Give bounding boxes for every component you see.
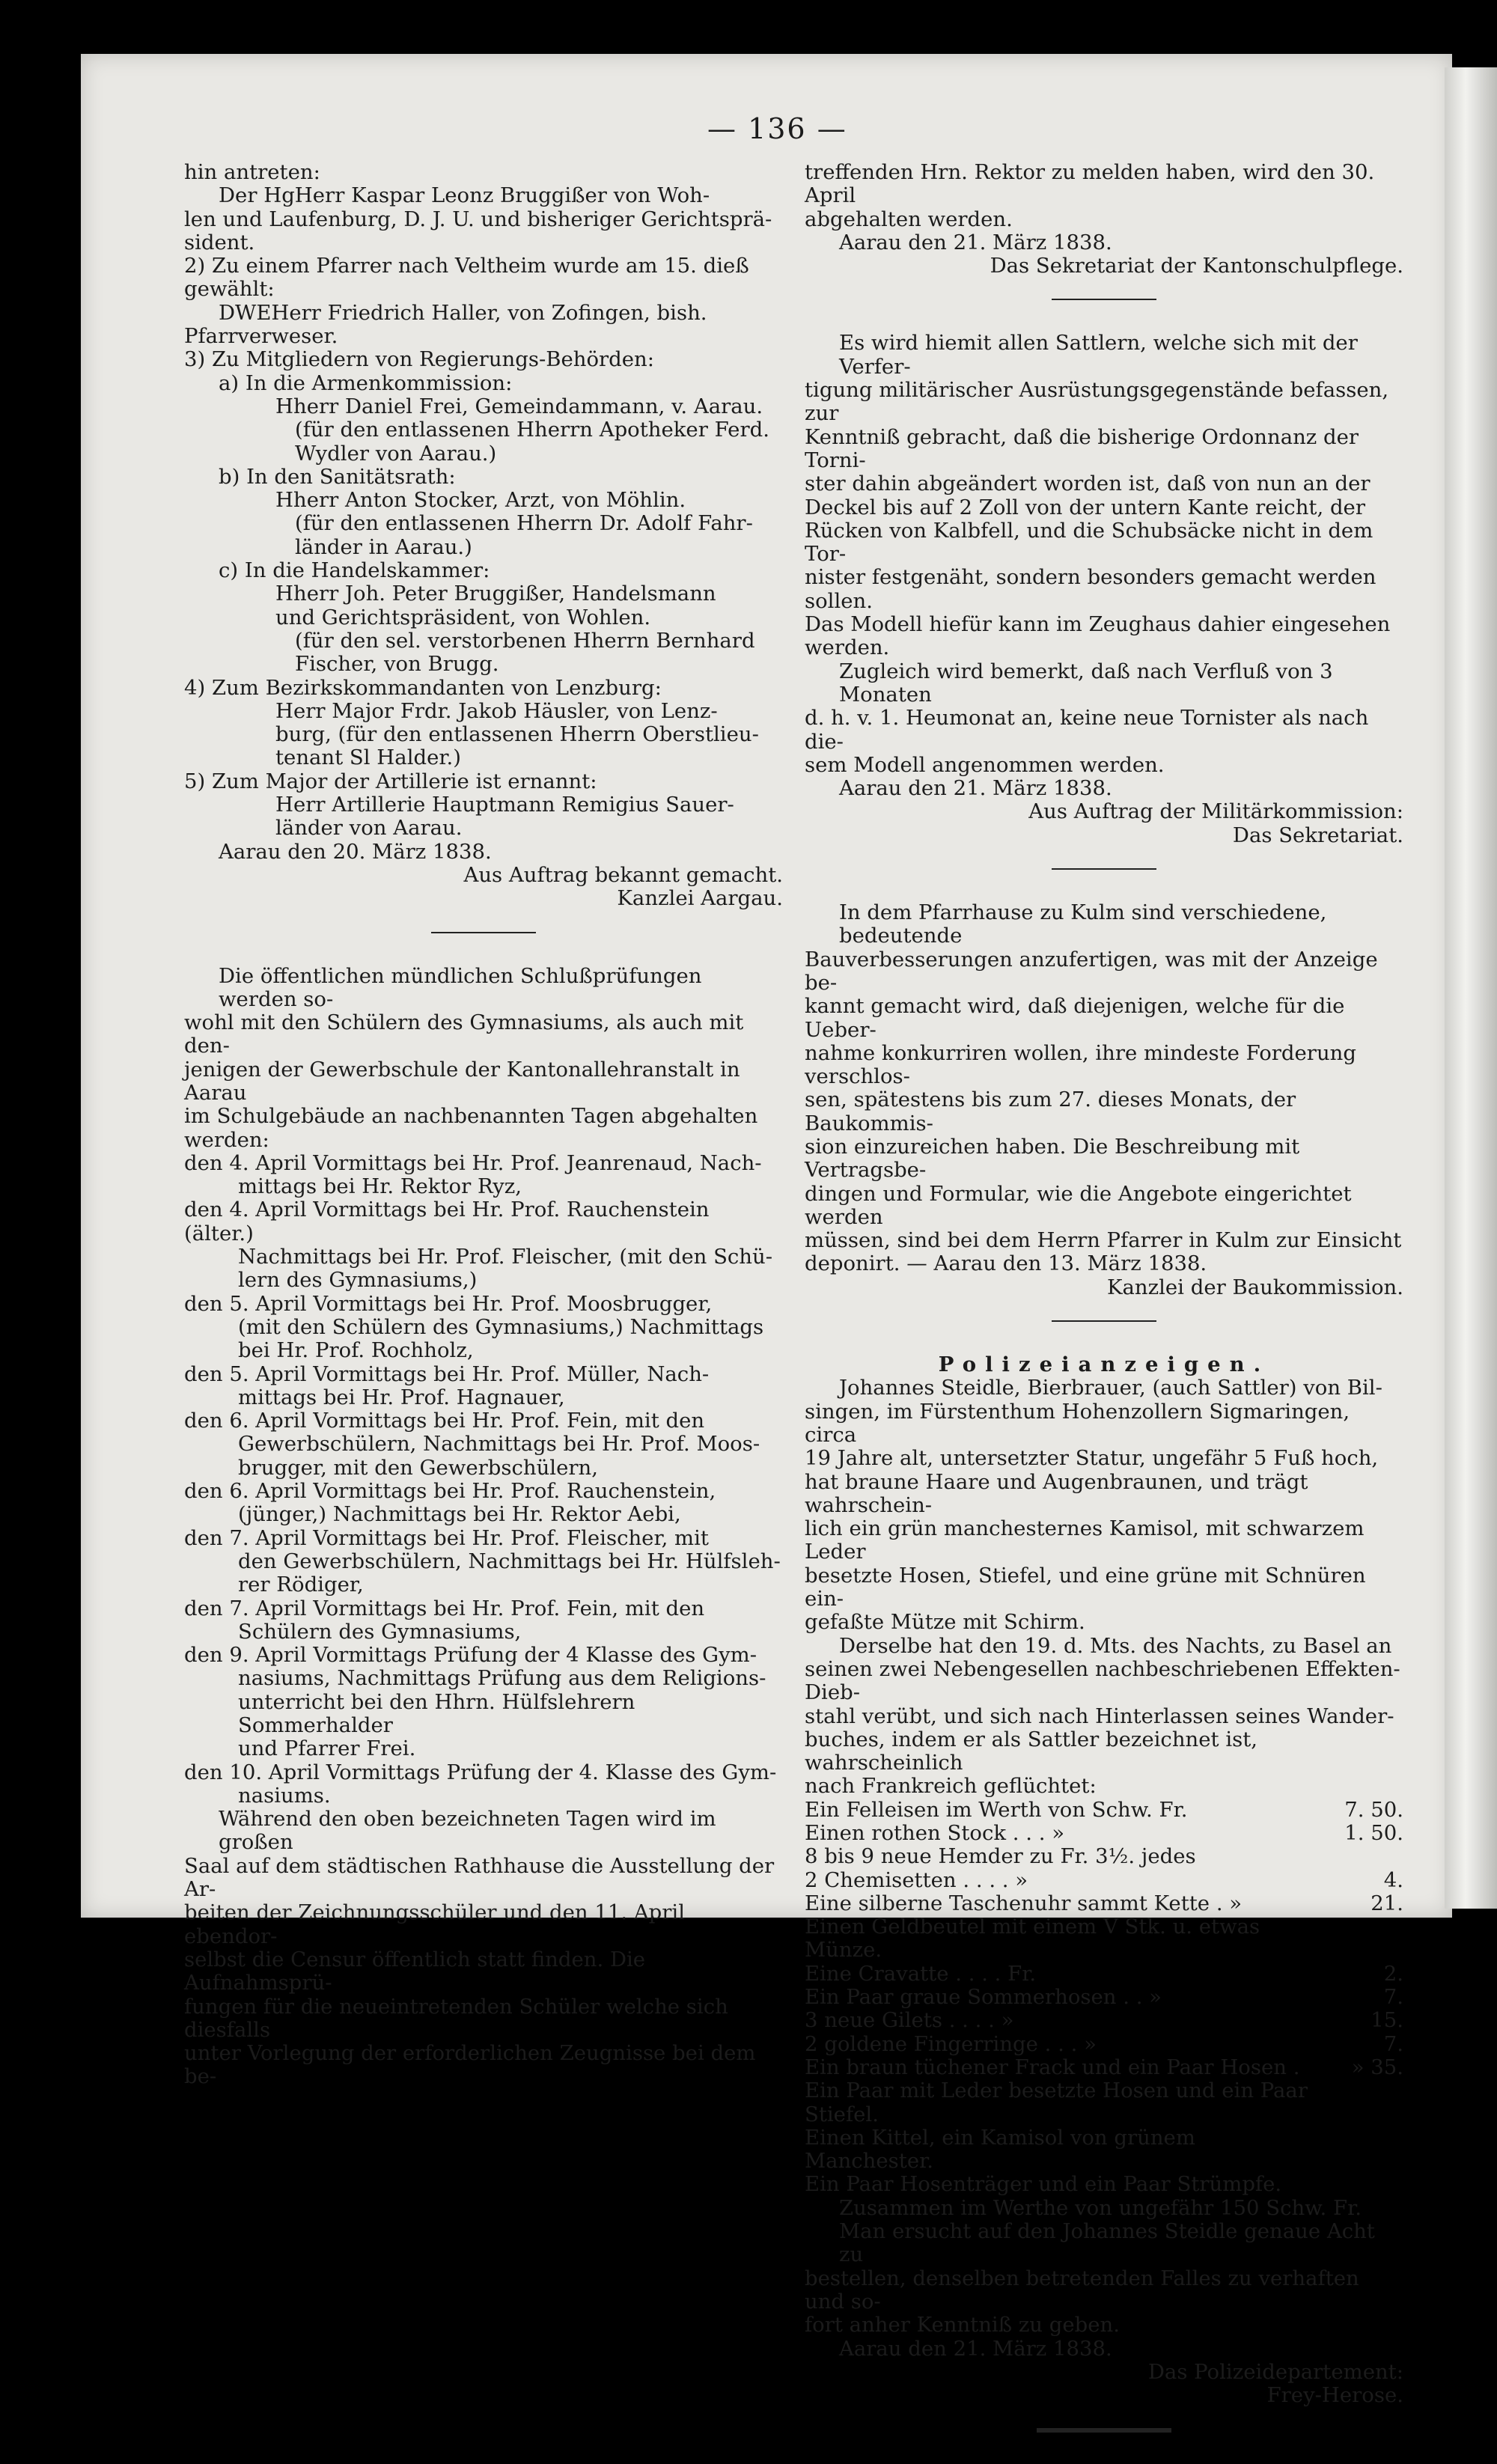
text-line: jenigen der Gewerbschule der Kantonallehranstalt in Aarau [184, 1057, 740, 1105]
text-line: nasiums, Nachmittags Prüfung aus dem Religions- [238, 1666, 766, 1691]
spacer [805, 847, 1403, 864]
text-line: 2) Zu einem Pfarrer nach Veltheim wurde am 15. dieß [184, 254, 749, 278]
item-value: 15. [1371, 2008, 1403, 2033]
text-line: tigung militärischer Ausrüstungsgegenstände befassen, zur [805, 378, 1389, 426]
item-value: 21. [1371, 1891, 1403, 1915]
list-item [805, 1892, 1403, 1915]
text-line: Gewerbschülern, Nachmittags bei Hr. Prof. Moos- [238, 1432, 760, 1457]
item-value: 2. [1383, 1961, 1403, 1986]
text-line: b) In den Sanitätsrath: [219, 464, 456, 489]
spacer [805, 278, 1403, 294]
left-column [184, 161, 783, 2089]
list-item [805, 1915, 1403, 1963]
item-label: Ein Felleisen im Werth von Schw. Fr. [805, 1797, 1188, 1822]
item-value: 7. 50. [1344, 1797, 1403, 1822]
text-line: selbst die Censur öffentlich statt finden. Die Aufnahmsprü- [184, 1947, 646, 1995]
text-line: Die öffentlichen mündlichen Schlußprüfungen werden so- [219, 963, 702, 1011]
text-line: lern des Gymnasiums,) [238, 1268, 478, 1293]
text-line: im Schulgebäude an nachbenannten Tagen abgehalten werden: [184, 1104, 758, 1152]
text-line: hat braune Haare und Augenbraunen, und trägt wahrschein- [805, 1469, 1308, 1517]
text-line: ster dahin abgeändert worden ist, daß von nun an der [805, 472, 1371, 496]
spacer [184, 938, 783, 965]
text-line: Aarau den 20. März 1838. [219, 839, 492, 864]
spacer [805, 1326, 1403, 1353]
text-line: nach Frankreich geflüchtet: [805, 1774, 1097, 1799]
item-label: Eine Cravatte . . . . Fr. [805, 1961, 1037, 1986]
text-line: Aarau den 21. März 1838. [839, 776, 1112, 801]
text-line: Aus Auftrag bekannt gemacht. [463, 862, 783, 887]
text-line: len und Laufenburg, D. J. U. und bisheriger Gerichtsprä- [184, 207, 772, 231]
text-line: bestellen, denselben betretenden Falles zu verhaften und so- [805, 2266, 1359, 2314]
text-line: sem Modell angenommen werden. [805, 752, 1165, 777]
text-line: fort anher Kenntniß zu geben. [805, 2313, 1120, 2338]
text-line: Der HgHerr Kaspar Leonz Bruggißer von Woh- [219, 183, 710, 208]
item-value [1321, 2079, 1403, 2126]
text-line: gefaßte Mütze mit Schirm. [805, 1610, 1085, 1635]
spacer [805, 2437, 1403, 2464]
list-item [805, 2009, 1403, 2032]
text-line: dingen und Formular, wie die Angebote eingerichtet werden [805, 1181, 1352, 1229]
text-line: 4) Zum Bezirkskommandanten von Lenzburg: [184, 675, 662, 700]
right-column-top [805, 161, 1403, 1799]
text-line: (jünger,) Nachmittags bei Hr. Rektor Aebi, [238, 1502, 681, 1527]
text-line: (für den entlassenen Hherrn Apotheker Ferd. [295, 418, 769, 442]
text-line: Während den oben bezeichneten Tagen wird im großen [219, 1807, 716, 1855]
list-item [805, 2056, 1403, 2079]
text-line: deponirt. — Aarau den 13. März 1838. [805, 1251, 1207, 1276]
text-line: den Gewerbschülern, Nachmittags bei Hr. Hülfsleh- [238, 1549, 781, 1573]
text-line: unter Vorlegung der erforderlichen Zeugnisse bei dem be- [184, 2041, 756, 2089]
item-label: 8 bis 9 neue Hemder zu Fr. 3½. jedes [805, 1844, 1196, 1869]
text-line: Fischer, von Brugg. [295, 652, 499, 677]
item-label: Ein Paar mit Leder besetzte Hosen und ein Paar Stiefel. [805, 2079, 1308, 2126]
item-label: 2 goldene Fingerringe . . . » [805, 2031, 1097, 2056]
text-line: Zugleich wird bemerkt, daß nach Verfluß von 3 Monaten [839, 659, 1333, 707]
text-line: Kanzlei Aargau. [617, 886, 783, 911]
spacer [805, 2407, 1403, 2424]
text-line: den 10. April Vormittags Prüfung der 4. Klasse des Gym- [184, 1760, 777, 1784]
text-line: den 6. April Vormittags bei Hr. Prof. Rauchenstein, [184, 1479, 716, 1504]
item-value: » 35. [1351, 2055, 1403, 2079]
text-line: nister festgenäht, sondern besonders gemacht werden sollen. [805, 565, 1376, 613]
text-line: stahl verübt, und sich nach Hinterlassen seines Wander- [805, 1704, 1394, 1728]
text-line: den 7. April Vormittags bei Hr. Prof. Fein, mit den [184, 1596, 705, 1620]
text-line: sen, spätestens bis zum 27. dieses Monats, der Baukommis- [805, 1088, 1296, 1135]
text-line: den 6. April Vormittags bei Hr. Prof. Fein, mit den [184, 1409, 705, 1433]
section-divider [1052, 1320, 1156, 1322]
spacer [805, 1299, 1403, 1316]
text-line: tenant Sl Halder.) [275, 745, 461, 770]
section-divider [1037, 2428, 1171, 2433]
text-line: seinen zwei Nebengesellen nachbeschriebenen Effekten-Dieb- [805, 1656, 1400, 1705]
text-line: Bauverbesserungen anzufertigen, was mit der Anzeige be- [805, 947, 1378, 995]
text-line: Herr Major Frdr. Jakob Häusler, von Lenz- [275, 698, 718, 723]
text-line: sident. [184, 230, 255, 254]
text-line: Schülern des Gymnasiums, [238, 1619, 522, 1644]
item-label: Einen rothen Stock . . . » [805, 1821, 1065, 1845]
item-value [1321, 2126, 1403, 2174]
section-heading: Polizeianzeigen. [938, 1353, 1270, 1377]
text-line: Zusammen im Werthe von ungefähr 150 Schw. Fr. [839, 2195, 1362, 2220]
text-line: werden. [805, 635, 890, 660]
text-line: Das Modell hiefür kann im Zeughaus dahier eingesehen [805, 612, 1391, 637]
text-line: brugger, mit den Gewerbschülern, [238, 1455, 598, 1480]
text-line: Das Sekretariat. [1232, 823, 1403, 847]
item-label: Eine silberne Taschenuhr sammt Kette . » [805, 1891, 1243, 1915]
text-line: Wydler von Aarau.) [295, 441, 497, 466]
text-line: Rücken von Kalbfell, und die Schubsäcke nicht in dem Tor- [805, 518, 1373, 567]
list-item [805, 2033, 1403, 2056]
item-label: Ein Paar Hosenträger und ein Paar Strümpfe. [805, 2172, 1282, 2197]
item-label: Ein braun tüchener Frack und ein Paar Hosen . [805, 2055, 1300, 2079]
text-line: Das Sekretariat der Kantonschulpflege. [990, 254, 1403, 278]
text-line: länder von Aarau. [275, 816, 463, 841]
text-line: fungen für die neueintretenden Schüler welche sich diesfalls [184, 1994, 728, 2042]
text-line: Derselbe hat den 19. d. Mts. des Nachts, zu Basel an [839, 1633, 1392, 1658]
text-line: Saal auf dem städtischen Rathhause die Ausstellung der Ar- [184, 1853, 775, 1902]
text-line: Hherr Daniel Frei, Gemeindammann, v. Aarau. [275, 394, 763, 418]
text-line: c) In die Handelskammer: [219, 558, 490, 583]
list-item [805, 1799, 1403, 1822]
text-line: wohl mit den Schülern des Gymnasiums, als auch mit den- [184, 1010, 744, 1058]
text-line: nasiums. [238, 1783, 331, 1808]
text-line: Deckel bis auf 2 Zoll von der untern Kante reicht, der [805, 495, 1365, 519]
text-line: 5) Zum Major der Artillerie ist ernannt: [184, 769, 597, 793]
text-line: 19 Jahre alt, untersetzter Statur, ungefähr 5 Fuß hoch, [805, 1446, 1379, 1471]
list-item [805, 2173, 1403, 2196]
text-line: Herr Artillerie Hauptmann Remigius Sauer- [275, 793, 734, 817]
text-line: d. h. v. 1. Heumonat an, keine neue Tornister als nach die- [805, 706, 1369, 754]
text-line: Hherr Joh. Peter Bruggißer, Handelsmann [275, 582, 716, 606]
text-line: rer Rödiger, [238, 1573, 364, 1597]
text-line: gewählt: [184, 277, 275, 302]
item-value: 7. [1383, 1985, 1403, 2010]
section-divider [1052, 299, 1156, 300]
item-value [1321, 1915, 1403, 1963]
text-line: 3) Zu Mitgliedern von Regierungs-Behörden: [184, 347, 655, 372]
stolen-items-list [805, 1799, 1403, 2197]
list-item [805, 1869, 1403, 1892]
item-label: Einen Geldbeutel mit einem V Stk. u. etwas Münze. [805, 1915, 1260, 1963]
text-line: Das Polizeidepartement: [1147, 2359, 1403, 2384]
list-item [805, 1822, 1403, 1845]
text-line: Frey-Herose. [1266, 2383, 1403, 2408]
text-line: mittags bei Hr. Rektor Ryz, [238, 1174, 522, 1199]
list-item [805, 2126, 1403, 2174]
item-value [1321, 2173, 1403, 2196]
text-line: Aus Auftrag der Militärkommission: [1028, 799, 1403, 824]
text-line: bei Hr. Prof. Rochholz, [238, 1338, 474, 1363]
text-line: besetzte Hosen, Stiefel, und eine grüne mit Schnüren ein- [805, 1563, 1366, 1611]
text-line: Pfarrverweser. [184, 324, 338, 349]
text-line: Kanzlei der Baukommission. [1106, 1275, 1403, 1299]
text-line: beiten der Zeichnungsschüler und den 11. April ebendor- [184, 1900, 686, 1948]
text-line: abgehalten werden. [805, 207, 1013, 231]
item-label: Ein Paar graue Sommerhosen . . » [805, 1985, 1162, 2010]
text-line: DWEHerr Friedrich Haller, von Zofingen, bish. [219, 300, 707, 325]
text-line: den 7. April Vormittags bei Hr. Prof. Fleischer, mit [184, 1525, 709, 1550]
text-line: Johannes Steidle, Bierbrauer, (auch Sattler) von Bil- [839, 1376, 1382, 1400]
item-value: 7. [1383, 2031, 1403, 2056]
item-value: 4. [1383, 1867, 1403, 1892]
text-line: Hherr Anton Stocker, Arzt, von Möhlin. [275, 488, 686, 513]
text-line: Aarau den 21. März 1838. [839, 230, 1112, 254]
text-line: mittags bei Hr. Prof. Hagnauer, [238, 1385, 565, 1409]
text-line: (mit den Schülern des Gymnasiums,) Nachmittags [238, 1314, 764, 1339]
item-label: 2 Chemisetten . . . . » [805, 1867, 1028, 1892]
text-line: unterricht bei den Hhrn. Hülfslehrern Sommerhalder [238, 1689, 635, 1737]
list-item [805, 1845, 1403, 1868]
text-line: Nachmittags bei Hr. Prof. Fleischer, (mit den Schü- [238, 1245, 773, 1269]
text-line: kannt gemacht wird, daß diejenigen, welche für die Ueber- [805, 994, 1345, 1042]
text-line: burg, (für den entlassenen Hherrn Oberstlieu- [275, 722, 759, 747]
item-label: 3 neue Gilets . . . . » [805, 2008, 1014, 2033]
text-line: buches, indem er als Sattler bezeichnet ist, wahrscheinlich [805, 1727, 1258, 1775]
spacer [184, 911, 783, 927]
text-line: Man ersucht auf den Johannes Steidle genaue Acht zu [839, 2219, 1375, 2267]
text-line: a) In die Armenkommission: [219, 370, 513, 395]
section-divider [431, 932, 536, 933]
text-line: den 4. April Vormittags bei Hr. Prof. Jeanrenaud, Nach- [184, 1150, 762, 1175]
list-item [805, 1986, 1403, 2009]
page-number: — 136 — [707, 112, 847, 145]
section-divider [1052, 868, 1156, 870]
text-line: (für den entlassenen Hherrn Dr. Adolf Fahr- [295, 511, 753, 536]
text-line: In dem Pfarrhause zu Kulm sind verschiedene, bedeutende [839, 900, 1327, 948]
text-line: sion einzureichen haben. Die Beschreibung mit Vertragsbe- [805, 1134, 1300, 1183]
text-line: treffenden Hrn. Rektor zu melden haben, wird den 30. April [805, 160, 1375, 208]
text-line: den 5. April Vormittags bei Hr. Prof. Moosbrugger, [184, 1291, 713, 1316]
text-line: den 5. April Vormittags bei Hr. Prof. Müller, Nach- [184, 1361, 710, 1386]
text-line: den 9. April Vormittags Prüfung der 4 Klasse des Gym- [184, 1643, 757, 1668]
item-value [1321, 1845, 1403, 1868]
text-line: Es wird hiemit allen Sattlern, welche sich mit der Verfer- [839, 331, 1358, 379]
text-line: müssen, sind bei dem Herrn Pfarrer in Kulm zur Einsicht [805, 1228, 1402, 1253]
right-column [805, 161, 1403, 2464]
text-line: Aarau den 21. März 1838. [839, 2336, 1112, 2361]
item-value: 1. 50. [1344, 1821, 1403, 1845]
text-line: den 4. April Vormittags bei Hr. Prof. Rauchenstein (älter.) [184, 1198, 710, 1245]
text-line: singen, im Fürstenthum Hohenzollern Sigmaringen, circa [805, 1399, 1350, 1447]
list-item [805, 2079, 1403, 2126]
list-item [805, 1963, 1403, 1986]
text-line: hin antreten: [184, 160, 320, 184]
text-line: nahme konkurriren wollen, ihre mindeste Forderung verschlos- [805, 1040, 1356, 1089]
item-label: Einen Kittel, ein Kamisol von grünem Manchester. [805, 2125, 1195, 2174]
spacer [805, 874, 1403, 901]
text-line: (für den sel. verstorbenen Hherrn Bernhard [295, 628, 755, 653]
text-line: und Gerichtspräsident, von Wohlen. [275, 605, 651, 629]
page-edge [1445, 67, 1497, 1909]
text-line: Kenntniß gebracht, daß die bisherige Ordonnanz der Torni- [805, 424, 1359, 472]
text-line: länder in Aarau.) [295, 534, 472, 559]
right-column-bottom [805, 2197, 1403, 2464]
spacer [805, 305, 1403, 332]
text-line: lich ein grün manchesternes Kamisol, mit schwarzem Leder [805, 1516, 1365, 1564]
text-line: und Pfarrer Frei. [238, 1736, 416, 1761]
